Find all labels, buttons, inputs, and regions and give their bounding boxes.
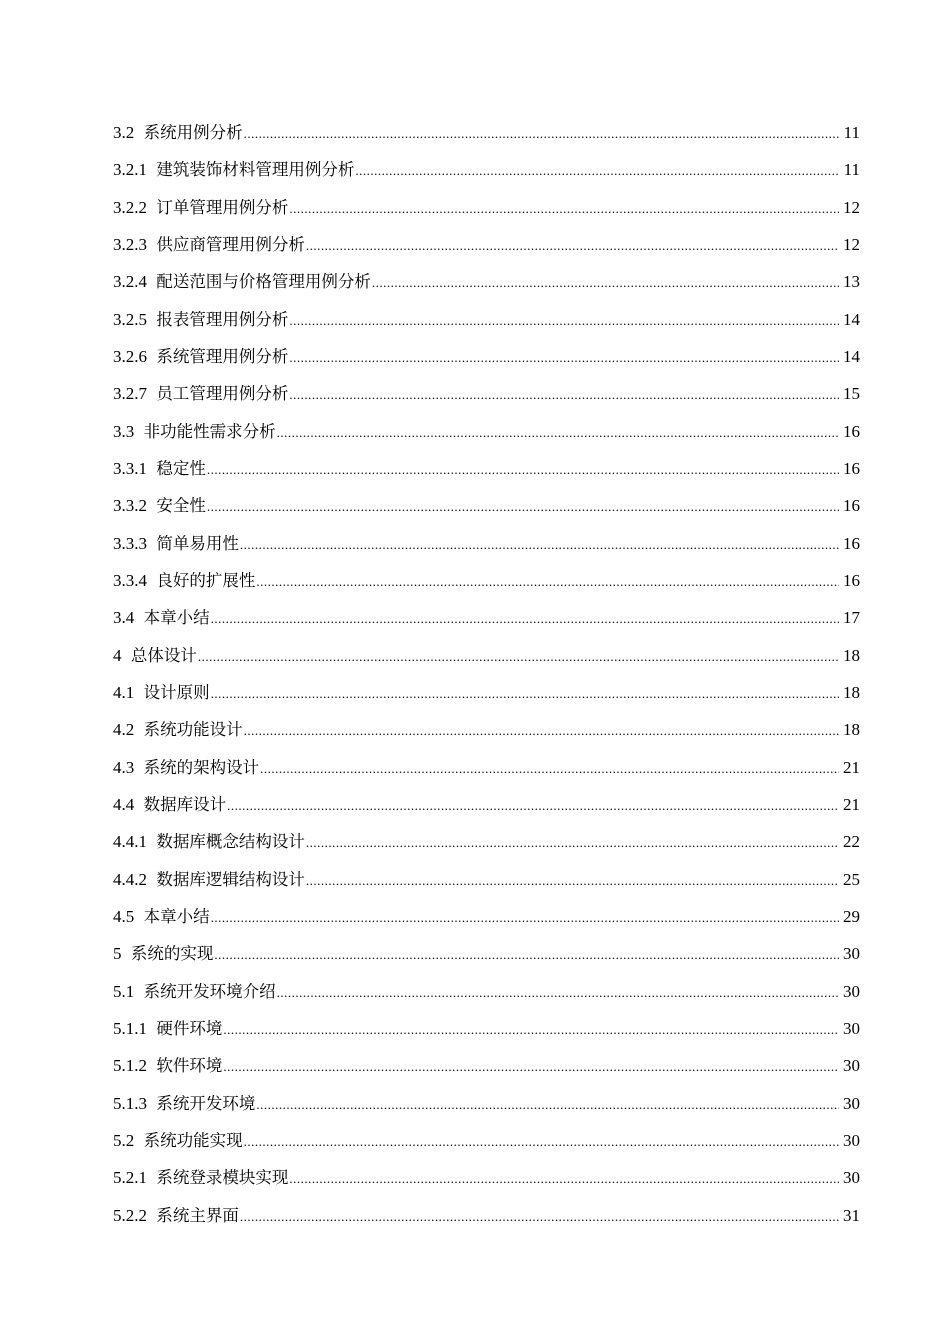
toc-section-number: 3.3 xyxy=(113,421,135,441)
toc-section-title: 软件环境 xyxy=(156,1056,223,1076)
toc-page-number: 14 xyxy=(843,346,860,366)
table-of-contents xyxy=(113,114,860,1234)
toc-page-number: 12 xyxy=(843,197,860,217)
toc-entry[interactable] xyxy=(113,114,860,151)
toc-page-number: 18 xyxy=(843,682,860,702)
toc-page-number: 30 xyxy=(843,1093,860,1113)
toc-page-number: 30 xyxy=(843,944,860,964)
toc-entry[interactable] xyxy=(113,861,860,898)
toc-page-number: 13 xyxy=(843,272,860,292)
toc-page-number: 16 xyxy=(843,533,860,553)
toc-dot-leader xyxy=(256,563,839,600)
toc-dot-leader xyxy=(372,264,839,301)
toc-section-number: 4.3 xyxy=(113,757,135,777)
toc-page-number: 16 xyxy=(843,421,860,441)
toc-page-number: 25 xyxy=(843,869,860,889)
toc-entry[interactable] xyxy=(113,151,860,188)
toc-section-title: 系统管理用例分析 xyxy=(156,346,289,366)
toc-dot-leader xyxy=(306,227,839,264)
toc-section-number: 3.3.1 xyxy=(113,458,147,478)
toc-section-number: 4.4.2 xyxy=(113,869,147,889)
toc-section-title: 系统功能实现 xyxy=(143,1130,243,1150)
toc-dot-leader xyxy=(207,451,839,488)
toc-section-number: 5.1.1 xyxy=(113,1018,147,1038)
toc-section-number: 3.2.1 xyxy=(113,160,147,180)
toc-section-number: 5 xyxy=(113,944,122,964)
toc-entry[interactable] xyxy=(113,487,860,524)
toc-page-number: 29 xyxy=(843,906,860,926)
toc-section-title: 系统用例分析 xyxy=(143,123,243,142)
toc-section-number: 4.2 xyxy=(113,720,135,740)
toc-entry[interactable] xyxy=(113,1197,860,1234)
toc-section-title: 非功能性需求分析 xyxy=(143,421,276,441)
toc-entry[interactable] xyxy=(113,749,860,786)
toc-dot-leader xyxy=(256,1086,839,1123)
toc-dot-leader xyxy=(211,675,839,712)
toc-dot-leader xyxy=(289,190,839,227)
toc-dot-leader xyxy=(198,638,839,675)
toc-section-title: 简单易用性 xyxy=(156,533,239,553)
toc-page-number: 14 xyxy=(843,309,860,329)
toc-page-number: 18 xyxy=(843,720,860,740)
toc-dot-leader xyxy=(227,787,839,824)
toc-dot-leader xyxy=(244,115,839,152)
toc-page-number: 30 xyxy=(843,1018,860,1038)
toc-dot-leader xyxy=(289,302,839,339)
toc-page-number: 16 xyxy=(843,570,860,590)
toc-page-number: 16 xyxy=(843,458,860,478)
toc-section-title: 本章小结 xyxy=(143,608,210,628)
toc-dot-leader xyxy=(306,824,839,861)
toc-section-title: 员工管理用例分析 xyxy=(156,384,289,404)
toc-dot-leader xyxy=(289,1160,839,1197)
toc-section-title: 系统开发环境介绍 xyxy=(143,981,276,1001)
toc-entry[interactable] xyxy=(113,525,860,562)
toc-page-number: 31 xyxy=(843,1205,860,1225)
toc-section-title: 数据库逻辑结构设计 xyxy=(156,869,305,889)
toc-section-title: 系统功能设计 xyxy=(143,720,243,740)
toc-section-number: 3.2.7 xyxy=(113,384,147,404)
toc-section-title: 系统主界面 xyxy=(156,1205,239,1225)
toc-entry[interactable] xyxy=(113,973,860,1010)
toc-entry[interactable] xyxy=(113,1010,860,1047)
toc-section-title: 本章小结 xyxy=(143,906,210,926)
toc-entry[interactable] xyxy=(113,823,860,860)
toc-dot-leader xyxy=(240,1198,839,1235)
toc-page-number: 30 xyxy=(843,1056,860,1076)
toc-dot-leader xyxy=(211,600,839,637)
toc-page-number: 18 xyxy=(843,645,860,665)
toc-entry[interactable] xyxy=(113,599,860,636)
toc-dot-leader xyxy=(223,1048,839,1085)
toc-dot-leader xyxy=(355,152,839,189)
toc-section-number: 5.2.2 xyxy=(113,1205,147,1225)
toc-dot-leader xyxy=(207,488,839,525)
toc-page-number: 21 xyxy=(843,757,860,777)
toc-section-number: 4 xyxy=(113,645,122,665)
toc-section-number: 3.2.3 xyxy=(113,234,147,254)
toc-section-number: 4.4 xyxy=(113,794,135,814)
toc-page-number: 16 xyxy=(843,496,860,516)
toc-section-title: 报表管理用例分析 xyxy=(156,309,289,329)
toc-section-number: 3.2.6 xyxy=(113,346,147,366)
toc-entry[interactable] xyxy=(113,301,860,338)
toc-section-title: 良好的扩展性 xyxy=(156,570,256,590)
toc-section-number: 3.2.5 xyxy=(113,309,147,329)
toc-entry[interactable] xyxy=(113,450,860,487)
toc-section-title: 建筑装饰材料管理用例分析 xyxy=(156,160,355,180)
toc-section-title: 系统开发环境 xyxy=(156,1093,256,1113)
toc-section-title: 数据库设计 xyxy=(143,794,227,814)
toc-dot-leader xyxy=(260,750,839,787)
toc-entry[interactable] xyxy=(113,674,860,711)
toc-section-number: 3.3.2 xyxy=(113,496,147,516)
toc-page-number: 11 xyxy=(843,123,860,142)
toc-entry[interactable] xyxy=(113,1159,860,1196)
toc-section-number: 5.1.3 xyxy=(113,1093,147,1113)
toc-page-number: 30 xyxy=(843,981,860,1001)
toc-section-number: 4.5 xyxy=(113,906,135,926)
toc-section-title: 系统登录模块实现 xyxy=(156,1168,289,1188)
toc-dot-leader xyxy=(240,526,839,563)
toc-entry[interactable] xyxy=(113,562,860,599)
toc-section-title: 安全性 xyxy=(156,496,206,516)
toc-page-number: 17 xyxy=(843,608,860,628)
toc-section-number: 3.4 xyxy=(113,608,135,628)
toc-entry[interactable] xyxy=(113,637,860,674)
toc-dot-leader xyxy=(244,1123,839,1160)
toc-section-number: 5.1.2 xyxy=(113,1056,147,1076)
toc-section-title: 总体设计 xyxy=(130,645,197,665)
toc-entry[interactable] xyxy=(113,338,860,375)
toc-section-number: 3.2.2 xyxy=(113,197,147,217)
toc-section-title: 数据库概念结构设计 xyxy=(156,832,305,852)
toc-section-title: 订单管理用例分析 xyxy=(156,197,289,217)
toc-section-number: 5.2 xyxy=(113,1130,135,1150)
toc-page-number: 12 xyxy=(843,234,860,254)
toc-dot-leader xyxy=(223,1011,839,1048)
toc-section-title: 系统的实现 xyxy=(130,944,214,964)
toc-dot-leader xyxy=(214,936,839,973)
toc-section-number: 4.1 xyxy=(113,682,135,702)
toc-dot-leader xyxy=(277,974,839,1011)
toc-entry[interactable] xyxy=(113,898,860,935)
toc-page-number: 11 xyxy=(843,160,860,180)
toc-entry[interactable] xyxy=(113,935,860,972)
toc-section-title: 稳定性 xyxy=(156,458,206,478)
toc-dot-leader xyxy=(277,414,839,451)
toc-page-number: 21 xyxy=(843,794,860,814)
toc-page-number: 22 xyxy=(843,832,860,852)
toc-dot-leader xyxy=(211,899,839,936)
toc-dot-leader xyxy=(306,862,839,899)
toc-section-number: 4.4.1 xyxy=(113,832,147,852)
toc-section-number: 5.1 xyxy=(113,981,135,1001)
toc-dot-leader xyxy=(289,376,839,413)
toc-section-number: 3.2 xyxy=(113,123,135,142)
toc-dot-leader xyxy=(289,339,839,376)
toc-entry[interactable] xyxy=(113,375,860,412)
toc-section-title: 配送范围与价格管理用例分析 xyxy=(156,272,371,292)
toc-section-number: 5.2.1 xyxy=(113,1168,147,1188)
toc-entry[interactable] xyxy=(113,1085,860,1122)
toc-page-number: 15 xyxy=(843,384,860,404)
toc-entry[interactable] xyxy=(113,226,860,263)
toc-page-number: 30 xyxy=(843,1130,860,1150)
toc-entry[interactable] xyxy=(113,189,860,226)
toc-section-number: 3.2.4 xyxy=(113,272,147,292)
toc-entry[interactable] xyxy=(113,786,860,823)
toc-section-title: 设计原则 xyxy=(143,682,210,702)
toc-entry[interactable] xyxy=(113,1047,860,1084)
toc-section-number: 3.3.4 xyxy=(113,570,147,590)
toc-section-title: 供应商管理用例分析 xyxy=(156,234,305,254)
toc-page-number: 30 xyxy=(843,1168,860,1188)
toc-entry[interactable] xyxy=(113,263,860,300)
toc-entry[interactable] xyxy=(113,413,860,450)
toc-section-title: 系统的架构设计 xyxy=(143,757,260,777)
toc-dot-leader xyxy=(244,712,839,749)
toc-entry[interactable] xyxy=(113,1122,860,1159)
toc-section-title: 硬件环境 xyxy=(156,1018,223,1038)
toc-entry[interactable] xyxy=(113,711,860,748)
toc-section-number: 3.3.3 xyxy=(113,533,147,553)
